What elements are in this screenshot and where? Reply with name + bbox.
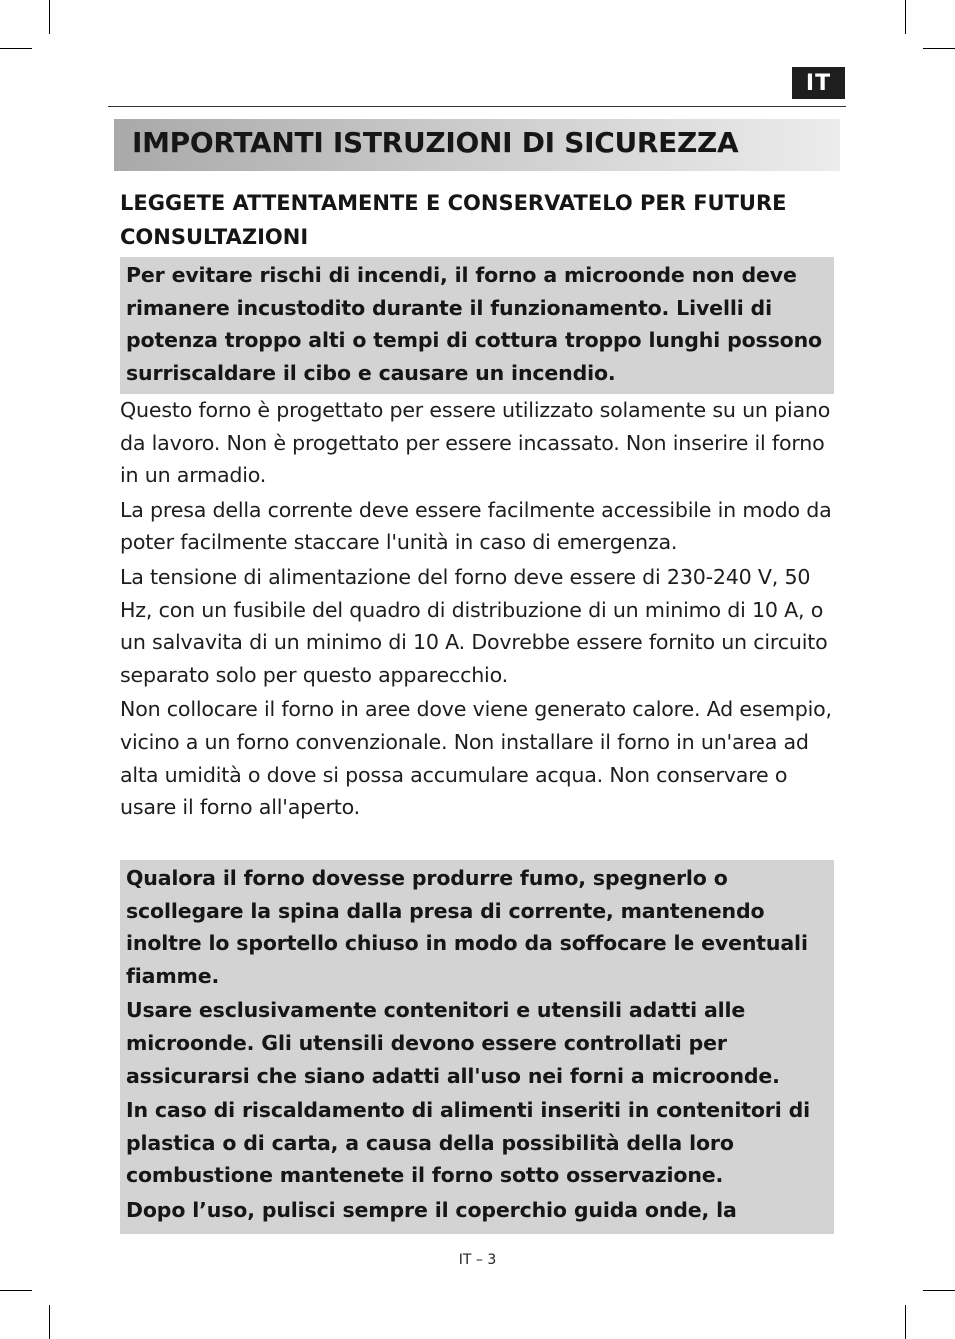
body-text xyxy=(120,394,834,824)
warning-box-safety xyxy=(120,860,834,1234)
paragraph-socket: La presa della corrente deve essere facilmente accessibile in modo da poter facilmente staccare l'unità in caso di emergenza. xyxy=(120,497,832,555)
crop-mark xyxy=(49,1305,50,1339)
page-title: IMPORTANTI ISTRUZIONI DI SICUREZZA xyxy=(132,126,739,159)
subheading: LEGGETE ATTENTAMENTE E CONSERVATELO PER FUTURE CONSULTAZIONI xyxy=(120,191,787,249)
crop-mark xyxy=(923,1290,955,1291)
warning-utensils: Usare esclusivamente contenitori e utensili adatti alle microonde. Gli utensili devono essere controllati per assicurarsi che siano adatti all'uso nei forni a microonde. xyxy=(126,998,780,1088)
crop-mark xyxy=(905,1305,906,1339)
warning-text: Per evitare rischi di incendi, il forno a microonde non deve rimanere incustodito durante il funzionamento. Livelli di potenza troppo alti o tempi di cottura troppo lunghi possono surriscaldare il cibo e causare un incendio. xyxy=(126,263,822,385)
warning-smoke: Qualora il forno dovesse produrre fumo, spegnerlo o scollegare la spina dalla presa di corrente, mantenendo inoltre lo sportello chiuso in modo da soffocare le eventuali fiamme. xyxy=(126,866,808,988)
warning-plastic: In caso di riscaldamento di alimenti inseriti in contenitori di plastica o di carta, a causa della possibilità della loro combustione mantenete il forno sotto osservazione. xyxy=(126,1098,811,1188)
paragraph-voltage: La tensione di alimentazione del forno deve essere di 230-240 V, 50 Hz, con un fusibile del quadro di distribuzione di un minimo di 10 A, o un salvavita di un minimo di 10 A. Dovrebbe essere fornito un circuito separato solo per questo apparecchio. xyxy=(120,564,828,687)
warning-box-fire xyxy=(120,257,834,394)
crop-mark xyxy=(923,48,955,49)
title-band xyxy=(114,119,840,171)
crop-mark xyxy=(49,0,50,34)
warning-cleaning: Dopo l’uso, pulisci sempre il coperchio guida onde, la xyxy=(126,1197,737,1222)
crop-mark xyxy=(0,1290,32,1291)
language-badge: IT xyxy=(792,67,845,99)
crop-mark xyxy=(0,48,32,49)
page-number: IT – 3 xyxy=(458,1252,497,1268)
header-rule xyxy=(108,106,846,107)
paragraph-installation: Questo forno è progettato per essere utilizzato solamente su un piano da lavoro. Non è progettato per essere incassato. Non inserire il forno in un armadio. xyxy=(120,398,831,488)
paragraph-location: Non collocare il forno in aree dove viene generato calore. Ad esempio, vicino a un forno convenzionale. Non installare il forno in un'area ad alta umidità o dove si possa accumulare acqua. Non conservare o usare il forno all'aperto. xyxy=(120,697,832,820)
crop-mark xyxy=(905,0,906,34)
